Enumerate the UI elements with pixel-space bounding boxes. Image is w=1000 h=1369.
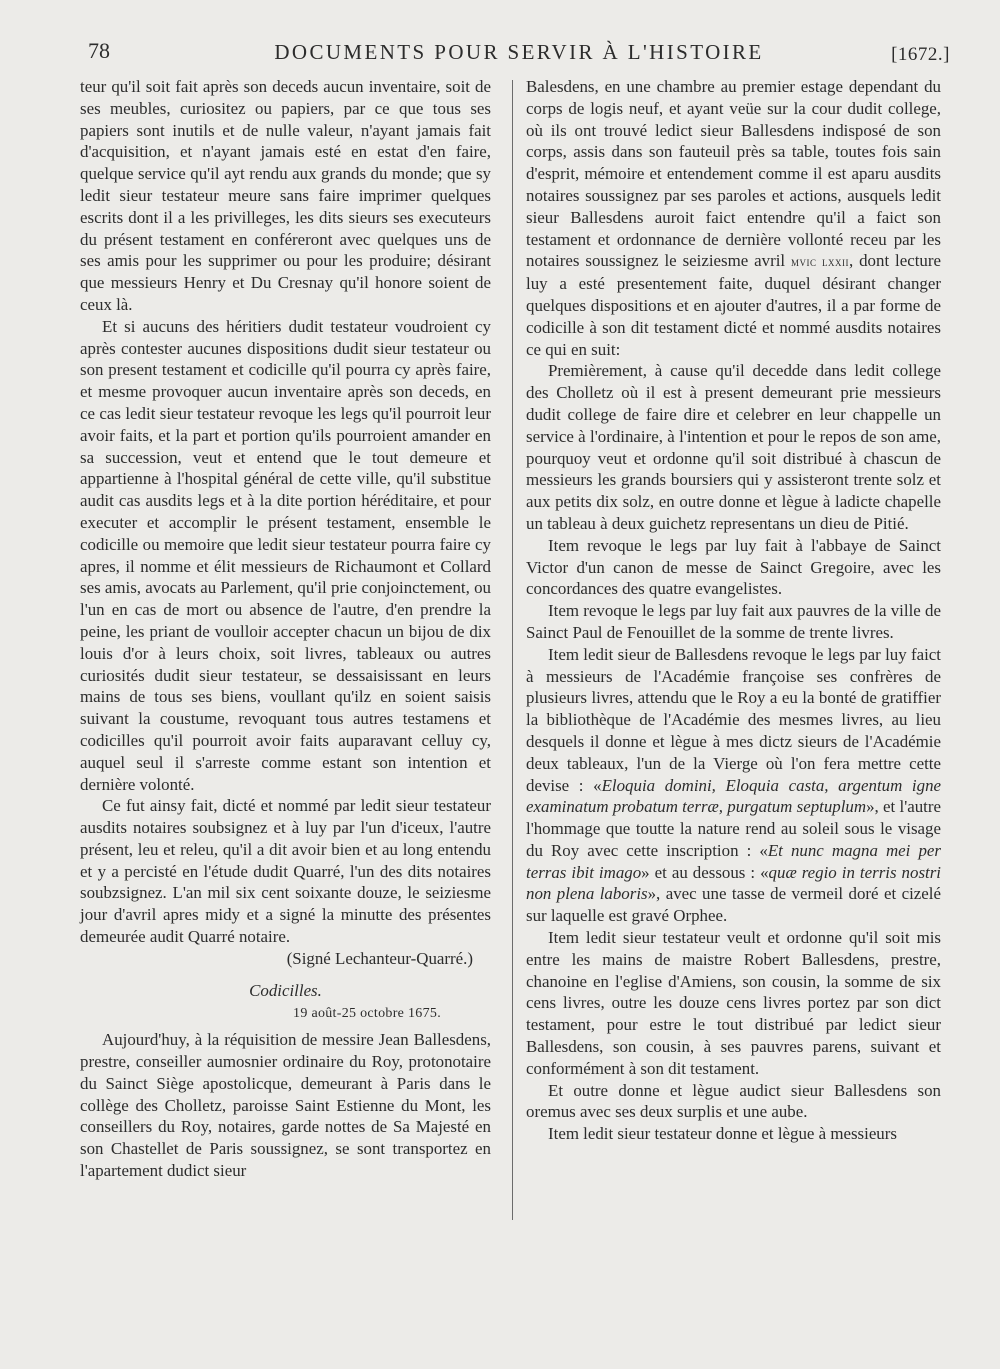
section-heading: Codicilles. xyxy=(249,980,322,1000)
left-column xyxy=(80,76,491,1182)
paragraph: Item revoque le legs par luy fait aux pauvres de la ville de Sainct Paul de Fenouillet de la somme de trente livres. xyxy=(526,601,941,642)
column-divider xyxy=(512,80,513,1220)
paragraph: Item revoque le legs par luy fait à l'abbaye de Sainct Victor d'un canon de messe de Sainct Gregoire, avec les concordances des quatre evangelistes. xyxy=(526,535,941,599)
paragraph: Premièrement, à cause qu'il decedde dans ledit college des Cholletz où il est à present demeurant prie messieurs dudit college de faire dire et celebrer en leur chappelle un service à l'ordinaire, à l'intention et pour le repos de son ame, pourquoy veut et ordonne qu'il soit distribué à chascun de messieurs les grands boursiers qui y assisteront trente solz et aux petits dix solz, en outre donne et lègue à ladicte chapelle un tableau à deux guichetz representans un dieu de Pitié. xyxy=(526,361,941,533)
paragraph: Et outre donne et lègue audict sieur Ballesdens son oremus avec ses deux surplis et une aube. xyxy=(526,1080,941,1122)
paragraph: Et si aucuns des héritiers dudit testateur voudroient cy après contester aucunes dispositions dudit sieur testateur ou son present testament et codicille qu'il pourra cy après faire, et mesme provoquer aucun inventaire après son deceds, en ce cas ledit sieur testateur revoque les legs qu'il pourroit leur avoir faits, et la part et portion qu'ils pourroient amander en sa succession, veut et entend que le tout demeure et appartienne à l'hospital général de cette ville, qu'il substitue audit cas ausdits legs et à la dite portion héréditaire, et pour executer et accomplir le présent testament, ensemble le codicille ou memoire que ledit sieur testateur pourra faire cy apres, il nomme et élit messieurs de Richaumont et Collard ses amis, avocats au Parlement, qu'il prie conjoinctement, ou l'un en cas de mort ou absence de l'autre, d'en prendre la peine, les priant de voulloir accepter chacun un bijou de dix louis d'or à leurs choix, soit livres, tableaux ou autres curiosités dudit sieur testateur, se dessaisissant en leurs mains de tous ses biens, voullant qu'ilz en soient saisis suivant la coustume, revoquant tous autres testamens et codicilles qu'il pourroit avoir faits auparavant celluy cy, auquel seul il s'arreste comme estant son intention et dernière volonté. xyxy=(80,316,491,794)
running-title: DOCUMENTS POUR SERVIR À L'HISTOIRE xyxy=(274,40,764,64)
paragraph: Item ledit sieur testateur veult et ordonne qu'il soit mis entre les mains de maistre Robert Ballesdens, prestre, chanoine en l'eglise d'Amiens, son cousin, la somme de six cens livres, outre les douze cens livres portez par son dict testament, pour estre le tout distribué par ledict sieur Ballesdens, son cousin, à ses pauvres parens, suivant et conformément à son dit testament. xyxy=(526,928,941,1078)
paragraph: Item ledit sieur de Ballesdens revoque le legs par luy faict à messieurs de l'Académie françoise ses confrères de plusieurs livres, attendu que le Roy a eu la bonté de gratiffier la bibliothèque de l'Académie des mesmes livres, au lieu desquels il donne et lègue à mes dictz sieurs de l'Académie deux tableaux, l'un de la Vierge où l'on fera mettre cette devise : «Eloquia domini, Eloquia casta, argentum igne examinatum probatum terræ, purgatum septuplum», et l'autre l'hommage que toutte la nature rend au soleil sous le visage du Roy avec cette inscription : «Et nunc magna mei per terras ibit imago» et au dessous : «quæ regio in terris nostri non plena laboris», avec une tasse de vermeil doré et cizelé sur laquelle est gravé Orphee. xyxy=(526,644,942,926)
paragraph: Ce fut ainsy fait, dicté et nommé par ledit sieur testateur ausdits notaires soubsignez et à luy par l'un d'iceux, l'autre présent, leu et releu, qu'il a dit avoir bien et au long entendu et y a percisté en l'étude dudit Quarré, l'un des dits notaires soubzsignez. L'an mil six cent soixante douze, le seiziesme jour d'avril apres midy et a signé la minutte des présentes demeurée audit Quarré notaire. xyxy=(80,796,491,947)
paragraph: Aujourd'huy, à la réquisition de messire Jean Ballesdens, prestre, conseiller aumosnier ordinaire du Roy, protonotaire du Sainct Siège apostolicque, demeurant à Paris dans le collège des Cholletz, paroisse Saint Estienne du Mont, les conseillers du Roy, notaires, garde nottes de Sa Majesté en son Chastellet de Paris soussignez, se sont transportez en l'apartement dudict sieur xyxy=(80,1030,491,1181)
latin-motto: Eloquia domini, Eloquia casta, argentum igne examinatum probatum terræ, purgatum septuplum xyxy=(526,775,942,817)
latin-inscription: quæ regio in terris nostri non plena laboris xyxy=(526,862,941,904)
roman-date: mvic lxxii xyxy=(791,254,849,270)
signature-line: (Signé Lechanteur-Quarré.) xyxy=(286,948,473,968)
paragraph: Balesdens, en une chambre au premier estage dependant du corps de logis neuf, et ayant veüe sur la cour dudit college, où ils ont trouvé ledict sieur Ballesdens indisposé de son corps, assis dans son fauteuil près sa table, toutes fois sain d'esprit, mémoire et entendement comme il est aparu ausdits notaires soussignez par ses paroles et actions, ausquels ledit sieur Ballesdens auroit faict entendre qu'il a faict son testament et ordonnance de dernière vollonté receu par les notaires soussignez le seiziesme avril mvic lxxii, dont lecture luy a esté presentement faite, duquel désirant changer quelques dispositions et en ajouter d'autres, il a par forme de codicille à son dit testament dicté et nommé ausdits notaires ce qui en suit: xyxy=(526,77,941,359)
paragraph: teur qu'il soit fait après son deceds aucun inventaire, soit de ses meubles, curiositez ou papiers, par ce que tous ses papiers sont inutils et de nulle valeur, n'ayant jamais fait d'acquisition, et n'ayant jamais esté en estat d'en faire, quelque service qu'il ayt rendu aux grands du monde; que sy ledit sieur testateur meure sans faire imprimer quelques escrits dont il a les privilleges, les dits sieurs ses executeurs du présent testament en conféreront avec quelques uns de ses amis pour les supprimer ou pour les produire; désirant que messieurs Henry et Du Cresnay qu'il honore soient de ceux là. xyxy=(80,77,491,314)
running-header xyxy=(88,38,950,68)
year-marker: [1672.] xyxy=(891,44,950,65)
latin-inscription: Et nunc magna mei per terras ibit imago xyxy=(526,840,941,882)
section-date: 19 août-25 octobre 1675. xyxy=(293,1006,441,1022)
right-column xyxy=(526,76,941,1145)
paragraph: Item ledit sieur testateur donne et lègue à messieurs xyxy=(548,1124,897,1144)
page-number: 78 xyxy=(88,38,110,63)
